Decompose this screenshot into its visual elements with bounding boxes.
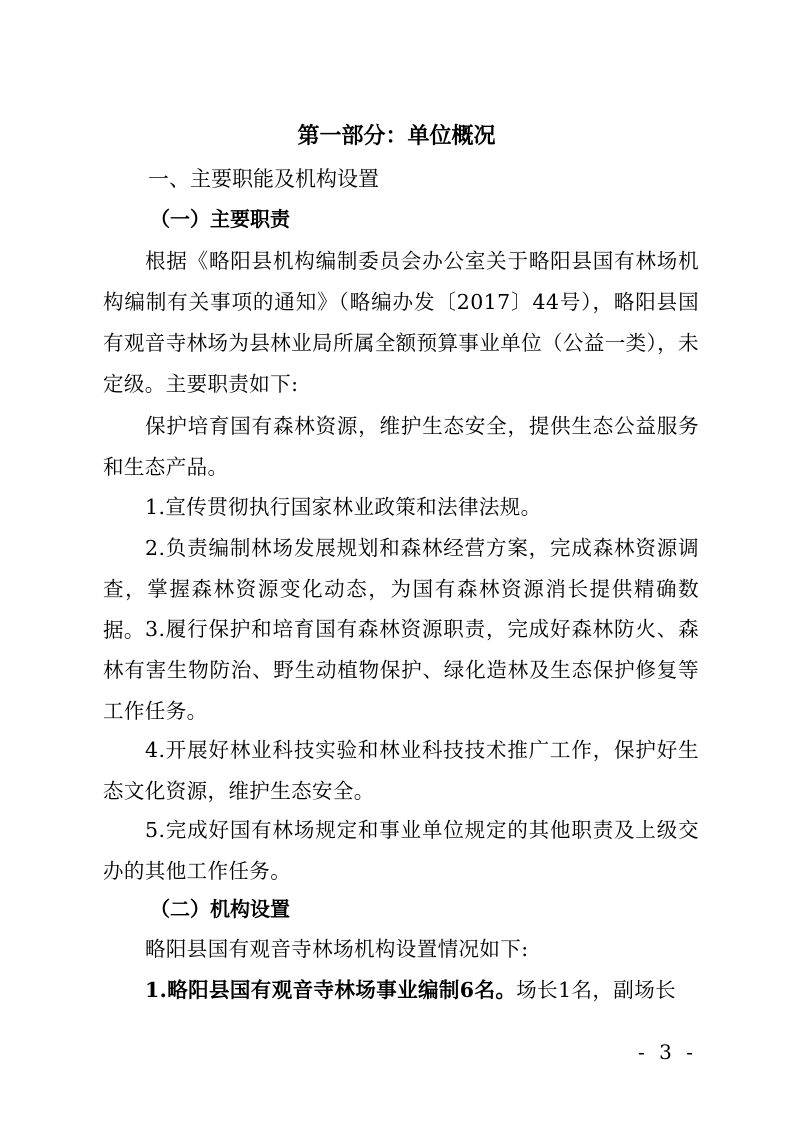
- duty-item-4: 4.开展好林业科技实验和林业科技技术推广工作，保护好生态文化资源，维护生态安全。: [103, 738, 699, 803]
- page-title: 第一部分：单位概况: [297, 124, 496, 149]
- org-item-1-lead: 1.略阳县国有观音寺林场事业编制6名。: [145, 978, 517, 1002]
- paragraph-basis: 根据《略阳县机构编制委员会办公室关于略阳县国有林场机构编制有关事项的通知》（略编办发〔2017〕44号），略阳县国有观音寺林场为县林业局所属全额预算事业单位（公益一类），未定级。主要职责如下:: [103, 249, 699, 396]
- duty-item-1: 1.宣传贯彻执行国家林业政策和法律法规。: [145, 495, 542, 519]
- section-heading-main-functions: 一、主要职能及机构设置: [148, 167, 379, 191]
- subsection-heading-organization: （二）机构设置: [150, 897, 290, 921]
- subsection-heading-duties: （一）主要职责: [150, 207, 290, 231]
- org-item-1: [103, 970, 699, 1011]
- paragraph-org-intro: 略阳县国有观音寺林场机构设置情况如下:: [145, 937, 529, 961]
- duty-item-3: 3.履行保护和培育国有森林资源职责，完成好森林防火、森林有害生物防治、野生动植物保护、绿化造林及生态保护修复等工作任务。: [103, 617, 699, 723]
- org-item-1-rest: 场长1名，副场长: [516, 978, 677, 1002]
- duty-item-2: 2.负责编制林场发展规划和森林经营方案，完成森林资源调查，掌握森林资源变化动态，为国有森林资源消长提供精确数据。: [103, 536, 699, 642]
- paragraph-protection: 保护培育国有森林资源，维护生态安全，提供生态公益服务和生态产品。: [103, 414, 699, 479]
- duty-item-5: 5.完成好国有林场规定和事业单位规定的其他职责及上级交办的其他工作任务。: [103, 818, 699, 883]
- page-number: - 3 -: [638, 1040, 697, 1064]
